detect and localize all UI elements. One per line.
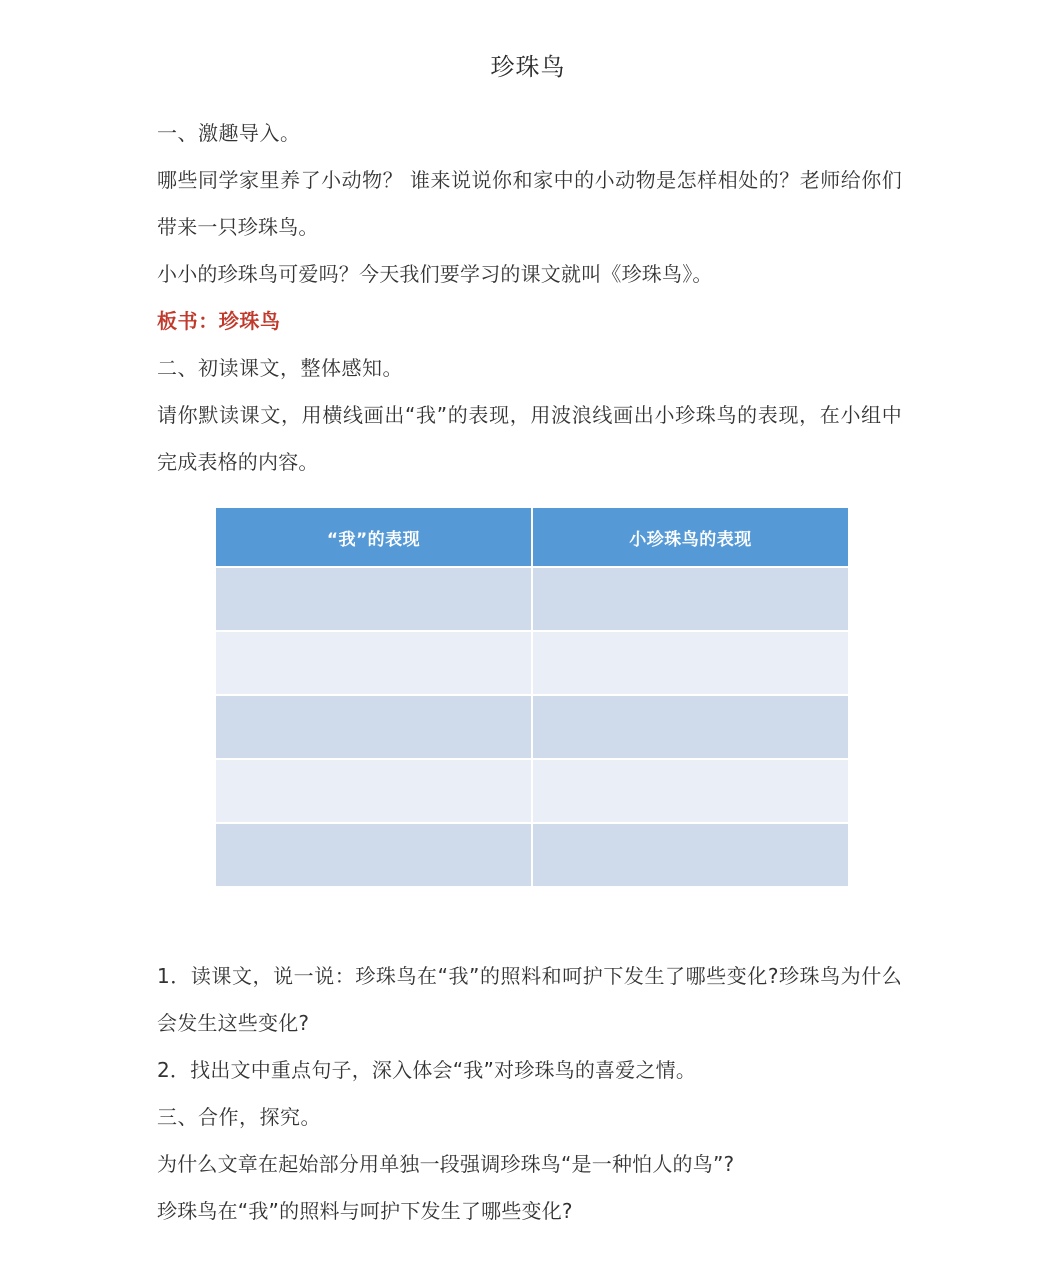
performance-table-wrapper (214, 506, 846, 888)
page-title: 珍珠鸟 (490, 53, 566, 81)
section-two-question-1: 1．读课文，说一说：珍珠鸟在“我”的照料和呵护下发生了哪些变化?珍珠鸟为什么会发生这些变化? (157, 964, 902, 1035)
table-header-cell-my-performance: “我”的表现 (216, 508, 531, 566)
blackboard-note: 板书：珍珠鸟 (157, 309, 281, 333)
performance-table (214, 506, 850, 888)
table-cell[interactable] (216, 824, 531, 886)
section-one-paragraph-1: 哪些同学家里养了小动物？ 谁来说说你和家中的小动物是怎样相处的？老师给你们带来一只珍珠鸟。 (157, 168, 902, 239)
content-upper (157, 110, 902, 486)
table-cell[interactable] (533, 632, 848, 694)
section-three-paragraph-2: 珍珠鸟在“我”的照料与呵护下发生了哪些变化? (157, 1199, 573, 1223)
table-header-row (216, 508, 848, 566)
table-cell[interactable] (533, 696, 848, 758)
table-row (216, 696, 848, 758)
table-row (216, 824, 848, 886)
section-three-paragraph-1: 为什么文章在起始部分用单独一段强调珍珠鸟“是一种怕人的鸟”? (157, 1152, 735, 1176)
table-cell[interactable] (216, 568, 531, 630)
section-two-question-2: 2．找出文中重点句子，深入体会“我”对珍珠鸟的喜爱之情。 (157, 1058, 697, 1082)
section-heading-one: 一、激趣导入。 (157, 121, 301, 145)
table-cell[interactable] (533, 760, 848, 822)
table-cell[interactable] (216, 760, 531, 822)
table-row (216, 632, 848, 694)
table-cell[interactable] (533, 824, 848, 886)
table-header-cell-bird-performance: 小珍珠鸟的表现 (533, 508, 848, 566)
table-row (216, 568, 848, 630)
section-heading-three: 三、合作，探究。 (157, 1105, 321, 1129)
section-heading-two: 二、初读课文，整体感知。 (157, 356, 403, 380)
table-cell[interactable] (216, 696, 531, 758)
table-cell[interactable] (216, 632, 531, 694)
table-head (216, 508, 848, 566)
section-one-paragraph-2: 小小的珍珠鸟可爱吗？今天我们要学习的课文就叫《珍珠鸟》。 (157, 262, 713, 286)
section-two-paragraph-1: 请你默读课文，用横线画出“我”的表现，用波浪线画出小珍珠鸟的表现，在小组中完成表格的内容。 (157, 403, 902, 474)
table-cell[interactable] (533, 568, 848, 630)
content-lower (157, 953, 902, 1235)
table-body (216, 568, 848, 886)
table-row (216, 760, 848, 822)
